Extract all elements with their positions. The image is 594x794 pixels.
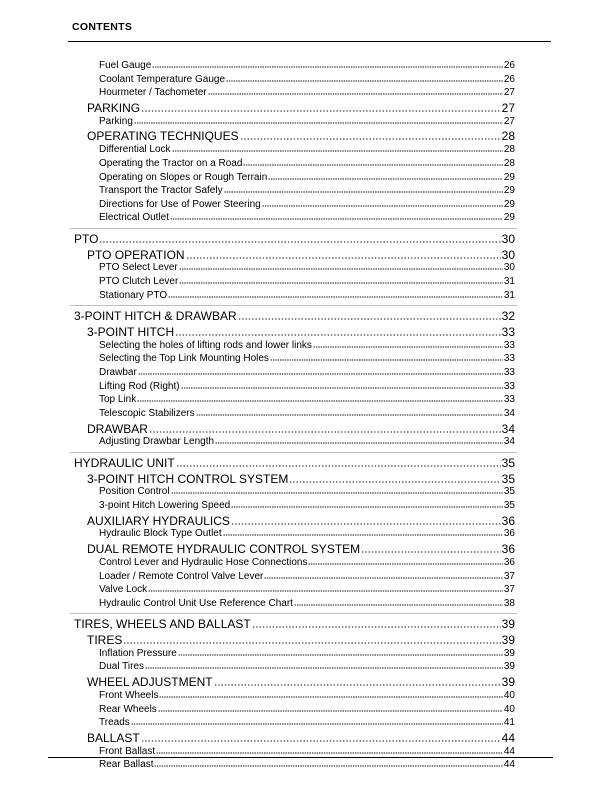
dot-leader bbox=[215, 441, 503, 444]
toc-subsection-entry[interactable] bbox=[99, 759, 515, 770]
dot-leader bbox=[168, 295, 503, 298]
toc-entry-page-number: 34 bbox=[503, 436, 515, 448]
toc-entry-page-number: 39 bbox=[501, 675, 515, 690]
dot-leader bbox=[308, 562, 502, 565]
toc-section-entry[interactable] bbox=[87, 248, 515, 262]
toc-entry-label: Valve Lock bbox=[99, 584, 148, 596]
dot-leader bbox=[196, 413, 503, 416]
toc-entry-label: Electrical Outlet bbox=[99, 212, 170, 224]
toc-entry-label: Operating on Slopes or Rough Terrain bbox=[99, 171, 268, 183]
dot-leader bbox=[159, 695, 502, 698]
toc-entry-page-number: 26 bbox=[503, 60, 515, 71]
toc-entry-label: Rear Ballast bbox=[99, 759, 154, 771]
toc-section-entry[interactable] bbox=[87, 514, 515, 528]
dot-leader bbox=[226, 79, 503, 82]
toc-section-entry[interactable] bbox=[87, 325, 515, 339]
toc-section-entry[interactable] bbox=[87, 633, 515, 647]
toc-entry-page-number: 34 bbox=[503, 407, 515, 419]
toc-entry-page-number: 33 bbox=[503, 380, 515, 392]
toc-entry-page-number: 44 bbox=[503, 745, 515, 757]
toc-chapter-entry[interactable] bbox=[74, 309, 515, 323]
toc-chapter-entry[interactable] bbox=[74, 456, 515, 470]
toc-entry-label: AUXILIARY HYDRAULICS bbox=[87, 513, 230, 528]
dot-leader bbox=[252, 625, 501, 628]
toc-entry-label: DUAL REMOTE HYDRAULIC CONTROL SYSTEM bbox=[87, 542, 361, 557]
toc-entry-page-number: 33 bbox=[503, 366, 515, 378]
toc-section-entry[interactable] bbox=[87, 422, 515, 436]
toc-entry-page-number: 27 bbox=[501, 100, 515, 115]
toc-subsection-entry[interactable] bbox=[99, 367, 515, 378]
toc-entry-label: 3-POINT HITCH bbox=[87, 324, 175, 339]
toc-entry-page-number: 34 bbox=[501, 421, 515, 436]
toc-entry-label: Selecting the Top Link Mounting Holes bbox=[99, 353, 269, 365]
toc-subsection-entry[interactable] bbox=[99, 340, 515, 351]
toc-subsection-entry[interactable] bbox=[99, 144, 515, 155]
dot-leader bbox=[152, 65, 503, 68]
toc-entry-label: Top Link bbox=[99, 394, 137, 406]
toc-entry-page-number: 28 bbox=[503, 144, 515, 156]
toc-entry-label: Telescopic Stabilizers bbox=[99, 407, 195, 419]
dot-leader bbox=[134, 121, 503, 124]
dot-leader bbox=[172, 149, 503, 152]
toc-subsection-entry[interactable] bbox=[99, 381, 515, 392]
toc-entry-page-number: 33 bbox=[501, 324, 515, 339]
toc-subsection-entry[interactable] bbox=[99, 199, 515, 210]
toc-subsection-entry[interactable] bbox=[99, 212, 515, 223]
dot-leader bbox=[138, 372, 503, 375]
toc-entry-label: Treads bbox=[99, 717, 130, 729]
toc-entry-label: TIRES bbox=[87, 632, 123, 647]
toc-entry-page-number: 36 bbox=[503, 556, 515, 568]
toc-entry-label: Control Lever and Hydraulic Hose Connections bbox=[99, 556, 308, 568]
toc-subsection-entry[interactable] bbox=[99, 500, 515, 511]
toc-entry-label: Drawbar bbox=[99, 366, 137, 378]
dot-leader bbox=[145, 666, 503, 669]
dot-leader bbox=[141, 109, 501, 112]
toc-entry-page-number: 29 bbox=[503, 212, 515, 224]
toc-entry-page-number: 31 bbox=[503, 289, 515, 301]
toc-subsection-entry[interactable] bbox=[99, 528, 515, 539]
dot-leader bbox=[179, 281, 503, 284]
dot-leader bbox=[99, 240, 500, 243]
toc-subsection-entry[interactable] bbox=[99, 116, 515, 127]
toc-entry-page-number: 26 bbox=[503, 73, 515, 85]
toc-entry-label: 3-point Hitch Lowering Speed bbox=[99, 499, 231, 511]
toc-entry-page-number: 36 bbox=[501, 542, 515, 557]
dot-leader bbox=[176, 464, 501, 467]
toc-entry-page-number: 44 bbox=[501, 730, 515, 745]
toc-entry-page-number: 30 bbox=[503, 262, 515, 274]
toc-entry-page-number: 44 bbox=[503, 759, 515, 771]
section-separator bbox=[70, 228, 517, 229]
toc-subsection-entry[interactable] bbox=[99, 60, 515, 71]
toc-entry-label: Coolant Temperature Gauge bbox=[99, 73, 226, 85]
toc-entry-page-number: 37 bbox=[503, 570, 515, 582]
toc-entry-page-number: 27 bbox=[503, 87, 515, 99]
toc-entry-label: Hydraulic Control Unit Use Reference Chart bbox=[99, 597, 293, 609]
toc-entry-label: 3-POINT HITCH CONTROL SYSTEM bbox=[87, 471, 289, 486]
toc-entry-label: Inflation Pressure bbox=[99, 647, 177, 659]
toc-subsection-entry[interactable] bbox=[99, 353, 515, 364]
toc-subsection-entry[interactable] bbox=[99, 74, 515, 85]
toc-entry-page-number: 40 bbox=[503, 689, 515, 701]
dot-leader bbox=[361, 550, 500, 553]
toc-entry-label: PTO OPERATION bbox=[87, 247, 185, 262]
toc-entry-label: 3-POINT HITCH & DRAWBAR bbox=[74, 309, 237, 324]
dot-leader bbox=[231, 505, 503, 508]
toc-chapter-entry[interactable] bbox=[74, 232, 515, 246]
toc-entry-page-number: 33 bbox=[503, 394, 515, 406]
dot-leader bbox=[170, 217, 503, 220]
dot-leader bbox=[313, 345, 503, 348]
toc-entry-label: Operating the Tractor on a Road bbox=[99, 157, 243, 169]
toc-entry-page-number: 30 bbox=[501, 232, 515, 247]
toc-subsection-entry[interactable] bbox=[99, 584, 515, 595]
dot-leader bbox=[123, 641, 500, 644]
toc-subsection-entry[interactable] bbox=[99, 486, 515, 497]
dot-leader bbox=[262, 204, 503, 207]
toc-subsection-entry[interactable] bbox=[99, 746, 515, 757]
footer-rule bbox=[48, 757, 553, 758]
dot-leader bbox=[175, 333, 501, 336]
toc-entry-label: Position Control bbox=[99, 486, 170, 498]
toc-subsection-entry[interactable] bbox=[99, 276, 515, 287]
toc-entry-page-number: 36 bbox=[503, 528, 515, 540]
toc-entry-label: Transport the Tractor Safely bbox=[99, 185, 223, 197]
toc-entry-label: Selecting the holes of lifting rods and lower links bbox=[99, 339, 312, 351]
toc-entry-label: Fuel Gauge bbox=[99, 60, 152, 71]
toc-entry-page-number: 39 bbox=[503, 661, 515, 673]
toc-entry-label: Parking bbox=[99, 115, 133, 127]
toc-entry-page-number: 31 bbox=[503, 276, 515, 288]
toc-section-entry[interactable] bbox=[87, 129, 515, 143]
dot-leader bbox=[137, 399, 503, 402]
dot-leader bbox=[224, 190, 503, 193]
toc-entry-label: PTO bbox=[74, 232, 99, 247]
dot-leader bbox=[156, 751, 503, 754]
section-separator bbox=[70, 452, 517, 453]
toc-subsection-entry[interactable] bbox=[99, 717, 515, 728]
toc-entry-label: Directions for Use of Power Steering bbox=[99, 198, 261, 210]
toc-entry-page-number: 27 bbox=[503, 115, 515, 127]
toc-entry-label: Loader / Remote Control Valve Lever bbox=[99, 570, 264, 582]
toc-entry-label: WHEEL ADJUSTMENT bbox=[87, 675, 213, 690]
toc-entry-page-number: 36 bbox=[501, 513, 515, 528]
toc-entry-page-number: 32 bbox=[501, 309, 515, 324]
dot-leader bbox=[240, 137, 501, 140]
toc-entry-label: Differential Lock bbox=[99, 144, 171, 156]
dot-leader bbox=[179, 267, 503, 270]
toc-entry-page-number: 39 bbox=[501, 617, 515, 632]
toc-entry-label: OPERATING TECHNIQUES bbox=[87, 129, 239, 144]
toc-entry-page-number: 29 bbox=[503, 198, 515, 210]
toc-entry-label: Hydraulic Block Type Outlet bbox=[99, 528, 222, 540]
toc-entry-page-number: 30 bbox=[501, 247, 515, 262]
toc-section-entry[interactable] bbox=[87, 472, 515, 486]
toc-entry-page-number: 39 bbox=[503, 647, 515, 659]
dot-leader bbox=[208, 92, 503, 95]
dot-leader bbox=[294, 603, 503, 606]
toc-subsection-entry[interactable] bbox=[99, 290, 515, 301]
toc-subsection-entry[interactable] bbox=[99, 557, 515, 568]
dot-leader bbox=[148, 589, 503, 592]
toc-entry-page-number: 33 bbox=[503, 353, 515, 365]
toc-entry-page-number: 37 bbox=[503, 584, 515, 596]
toc-subsection-entry[interactable] bbox=[99, 172, 515, 183]
toc-entry-label: BALLAST bbox=[87, 730, 140, 745]
dot-leader bbox=[231, 522, 501, 525]
toc-chapter-entry[interactable] bbox=[74, 617, 515, 631]
toc-entry-label: TIRES, WHEELS AND BALLAST bbox=[74, 617, 251, 632]
toc-subsection-entry[interactable] bbox=[99, 571, 515, 582]
dot-leader bbox=[264, 576, 503, 579]
toc-section-entry[interactable] bbox=[87, 542, 515, 556]
toc-subsection-entry[interactable] bbox=[99, 690, 515, 701]
dot-leader bbox=[181, 386, 503, 389]
dot-leader bbox=[131, 722, 503, 725]
toc-entry-label: Adjusting Drawbar Length bbox=[99, 436, 215, 448]
toc-entry-label: Hourmeter / Tachometer bbox=[99, 87, 207, 99]
toc-entry-page-number: 28 bbox=[501, 129, 515, 144]
toc-entry-page-number: 35 bbox=[503, 499, 515, 511]
toc-entry-page-number: 40 bbox=[503, 703, 515, 715]
toc-subsection-entry[interactable] bbox=[99, 598, 515, 609]
toc-subsection-entry[interactable] bbox=[99, 262, 515, 273]
toc-section-entry[interactable] bbox=[87, 731, 515, 745]
toc-subsection-entry[interactable] bbox=[99, 87, 515, 98]
toc-entry-label: PTO Clutch Lever bbox=[99, 276, 179, 288]
toc-entry-page-number: 29 bbox=[503, 171, 515, 183]
dot-leader bbox=[141, 739, 501, 742]
toc-entry-label: Lifting Rod (Right) bbox=[99, 380, 180, 392]
dot-leader bbox=[186, 256, 501, 259]
toc-entry-page-number: 33 bbox=[503, 339, 515, 351]
toc-subsection-entry[interactable] bbox=[99, 185, 515, 196]
toc-entry-label: Dual Tires bbox=[99, 661, 145, 673]
dot-leader bbox=[171, 491, 503, 494]
toc-entry-label: HYDRAULIC UNIT bbox=[74, 456, 175, 470]
toc-entry-page-number: 35 bbox=[501, 456, 515, 470]
toc-entry-label: DRAWBAR bbox=[87, 421, 148, 436]
toc-entry-page-number: 39 bbox=[501, 632, 515, 647]
dot-leader bbox=[149, 430, 501, 433]
toc-entry-page-number: 41 bbox=[503, 717, 515, 729]
dot-leader bbox=[289, 480, 500, 483]
toc-subsection-entry[interactable] bbox=[99, 158, 515, 169]
toc-entry-page-number: 38 bbox=[503, 597, 515, 609]
toc-entry-label: PTO Select Lever bbox=[99, 262, 178, 274]
toc-entry-label: Front Ballast bbox=[99, 745, 156, 757]
toc-entry-label: Stationary PTO bbox=[99, 289, 168, 301]
toc-entry-page-number: 35 bbox=[501, 471, 515, 486]
toc-section-entry[interactable] bbox=[87, 101, 515, 115]
toc-subsection-entry[interactable] bbox=[99, 408, 515, 419]
dot-leader bbox=[214, 683, 501, 686]
toc-entry-page-number: 28 bbox=[503, 157, 515, 169]
toc-entry-page-number: 35 bbox=[503, 486, 515, 498]
dot-leader bbox=[158, 709, 503, 712]
toc-subsection-entry[interactable] bbox=[99, 394, 515, 405]
toc-subsection-entry[interactable] bbox=[99, 704, 515, 715]
toc-subsection-entry[interactable] bbox=[99, 661, 515, 672]
toc-entry-label: Rear Wheels bbox=[99, 703, 157, 715]
dot-leader bbox=[154, 764, 502, 767]
toc-subsection-entry[interactable] bbox=[99, 436, 515, 447]
page-header-title: CONTENTS bbox=[72, 21, 133, 33]
toc-entry-page-number: 29 bbox=[503, 185, 515, 197]
dot-leader bbox=[268, 177, 503, 180]
toc-section-entry[interactable] bbox=[87, 675, 515, 689]
section-separator bbox=[70, 613, 517, 614]
dot-leader bbox=[243, 163, 502, 166]
dot-leader bbox=[178, 653, 503, 656]
toc-subsection-entry[interactable] bbox=[99, 648, 515, 659]
section-separator bbox=[70, 305, 517, 306]
toc-entry-label: PARKING bbox=[87, 100, 141, 115]
dot-leader bbox=[270, 358, 503, 361]
dot-leader bbox=[223, 533, 503, 536]
toc-entry-label: Front Wheels bbox=[99, 689, 159, 701]
dot-leader bbox=[238, 317, 501, 320]
